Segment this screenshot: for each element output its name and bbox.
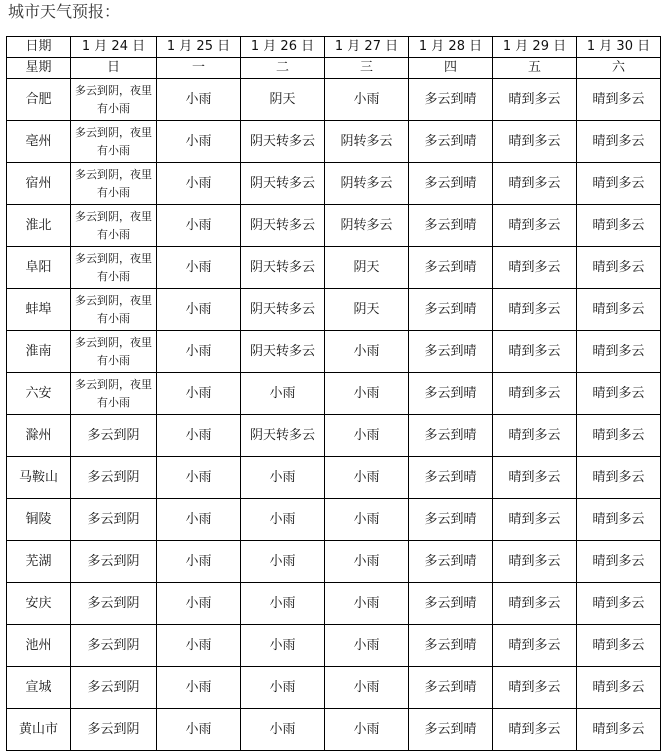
forecast-cell: 小雨 <box>157 583 241 625</box>
forecast-cell: 多云到晴 <box>409 415 493 457</box>
forecast-cell: 阴天转多云 <box>241 163 325 205</box>
forecast-cell: 多云到晴 <box>409 163 493 205</box>
weekday-cell: 日 <box>71 58 157 79</box>
city-name: 马鞍山 <box>7 457 71 499</box>
forecast-cell: 阴转多云 <box>325 121 409 163</box>
weekday-cell: 一 <box>157 58 241 79</box>
date-cell: 1 月 26 日 <box>241 37 325 58</box>
city-name: 黄山市 <box>7 709 71 751</box>
forecast-cell: 小雨 <box>157 331 241 373</box>
forecast-cell: 阴天转多云 <box>241 331 325 373</box>
date-cell: 1 月 30 日 <box>577 37 661 58</box>
city-row <box>7 205 661 247</box>
forecast-cell: 小雨 <box>325 625 409 667</box>
forecast-cell: 阴天转多云 <box>241 289 325 331</box>
forecast-cell: 小雨 <box>325 415 409 457</box>
forecast-cell: 多云到阴 <box>71 709 157 751</box>
forecast-cell: 晴到多云 <box>493 583 577 625</box>
forecast-cell: 多云到阴 <box>71 583 157 625</box>
city-name: 池州 <box>7 625 71 667</box>
forecast-cell: 小雨 <box>241 667 325 709</box>
city-row <box>7 625 661 667</box>
forecast-cell: 小雨 <box>325 331 409 373</box>
date-cell: 1 月 27 日 <box>325 37 409 58</box>
city-name: 淮南 <box>7 331 71 373</box>
forecast-cell: 小雨 <box>157 205 241 247</box>
forecast-cell: 晴到多云 <box>577 457 661 499</box>
forecast-cell: 多云到阴，夜里有小雨 <box>71 79 157 121</box>
forecast-cell: 多云到晴 <box>409 247 493 289</box>
city-row <box>7 163 661 205</box>
forecast-cell: 小雨 <box>241 499 325 541</box>
forecast-cell: 阴天 <box>325 289 409 331</box>
forecast-cell: 小雨 <box>157 415 241 457</box>
weekday-cell: 二 <box>241 58 325 79</box>
forecast-cell: 多云到阴 <box>71 457 157 499</box>
weekday-cell: 四 <box>409 58 493 79</box>
forecast-cell: 小雨 <box>157 247 241 289</box>
weekday-cell: 六 <box>577 58 661 79</box>
forecast-cell: 小雨 <box>241 457 325 499</box>
city-name: 亳州 <box>7 121 71 163</box>
forecast-cell: 多云到阴 <box>71 499 157 541</box>
forecast-cell: 晴到多云 <box>493 625 577 667</box>
forecast-cell: 晴到多云 <box>493 121 577 163</box>
city-row <box>7 121 661 163</box>
city-row <box>7 583 661 625</box>
forecast-cell: 晴到多云 <box>577 415 661 457</box>
forecast-cell: 多云到晴 <box>409 373 493 415</box>
forecast-cell: 小雨 <box>325 541 409 583</box>
forecast-cell: 晴到多云 <box>493 205 577 247</box>
forecast-cell: 晴到多云 <box>577 79 661 121</box>
forecast-cell: 小雨 <box>325 79 409 121</box>
weekday-header-row <box>7 58 661 79</box>
city-row <box>7 457 661 499</box>
forecast-cell: 多云到阴 <box>71 667 157 709</box>
forecast-cell: 晴到多云 <box>577 499 661 541</box>
forecast-cell: 小雨 <box>241 541 325 583</box>
forecast-cell: 多云到阴，夜里有小雨 <box>71 163 157 205</box>
city-row <box>7 541 661 583</box>
forecast-cell: 多云到晴 <box>409 709 493 751</box>
forecast-cell: 多云到晴 <box>409 541 493 583</box>
forecast-cell: 阴天转多云 <box>241 205 325 247</box>
city-name: 滁州 <box>7 415 71 457</box>
weekday-cell: 五 <box>493 58 577 79</box>
forecast-cell: 小雨 <box>241 625 325 667</box>
forecast-cell: 多云到晴 <box>409 667 493 709</box>
forecast-cell: 晴到多云 <box>493 415 577 457</box>
forecast-cell: 小雨 <box>157 541 241 583</box>
forecast-cell: 小雨 <box>241 709 325 751</box>
forecast-cell: 多云到晴 <box>409 499 493 541</box>
forecast-cell: 多云到晴 <box>409 625 493 667</box>
forecast-cell: 晴到多云 <box>493 247 577 289</box>
forecast-cell: 小雨 <box>325 583 409 625</box>
forecast-cell: 晴到多云 <box>493 709 577 751</box>
city-row <box>7 667 661 709</box>
forecast-cell: 小雨 <box>157 163 241 205</box>
forecast-cell: 阴转多云 <box>325 205 409 247</box>
city-row <box>7 331 661 373</box>
forecast-cell: 晴到多云 <box>493 541 577 583</box>
date-cell: 1 月 29 日 <box>493 37 577 58</box>
forecast-cell: 多云到晴 <box>409 289 493 331</box>
forecast-cell: 多云到阴 <box>71 625 157 667</box>
forecast-cell: 小雨 <box>157 667 241 709</box>
forecast-cell: 多云到阴 <box>71 541 157 583</box>
page-title: 城市天气预报： <box>8 2 121 21</box>
forecast-cell: 多云到阴 <box>71 415 157 457</box>
city-name: 蚌埠 <box>7 289 71 331</box>
forecast-cell: 晴到多云 <box>577 667 661 709</box>
forecast-cell: 小雨 <box>157 625 241 667</box>
forecast-cell: 小雨 <box>325 457 409 499</box>
forecast-cell: 阴天 <box>241 79 325 121</box>
city-name: 铜陵 <box>7 499 71 541</box>
forecast-cell: 晴到多云 <box>577 625 661 667</box>
date-label: 日期 <box>7 37 71 58</box>
forecast-cell: 阴转多云 <box>325 163 409 205</box>
forecast-cell: 小雨 <box>157 457 241 499</box>
forecast-cell: 小雨 <box>325 499 409 541</box>
forecast-cell: 阴天转多云 <box>241 247 325 289</box>
forecast-cell: 阴天转多云 <box>241 121 325 163</box>
forecast-cell: 小雨 <box>241 373 325 415</box>
forecast-cell: 阴天转多云 <box>241 415 325 457</box>
forecast-cell: 多云到阴，夜里有小雨 <box>71 373 157 415</box>
forecast-cell: 小雨 <box>157 373 241 415</box>
city-row <box>7 373 661 415</box>
forecast-cell: 多云到阴，夜里有小雨 <box>71 121 157 163</box>
forecast-cell: 晴到多云 <box>577 289 661 331</box>
forecast-cell: 晴到多云 <box>577 583 661 625</box>
forecast-cell: 晴到多云 <box>493 667 577 709</box>
forecast-cell: 多云到晴 <box>409 583 493 625</box>
forecast-cell: 多云到晴 <box>409 121 493 163</box>
forecast-table-body <box>7 37 661 751</box>
forecast-cell: 晴到多云 <box>493 331 577 373</box>
city-row <box>7 415 661 457</box>
forecast-cell: 多云到阴，夜里有小雨 <box>71 331 157 373</box>
forecast-cell: 小雨 <box>157 289 241 331</box>
city-name: 芜湖 <box>7 541 71 583</box>
forecast-cell: 晴到多云 <box>493 289 577 331</box>
city-name: 宣城 <box>7 667 71 709</box>
city-name: 淮北 <box>7 205 71 247</box>
forecast-cell: 阴天 <box>325 247 409 289</box>
city-row <box>7 247 661 289</box>
city-name: 安庆 <box>7 583 71 625</box>
city-name: 宿州 <box>7 163 71 205</box>
city-row <box>7 289 661 331</box>
forecast-cell: 多云到晴 <box>409 331 493 373</box>
date-header-row <box>7 37 661 58</box>
weekday-cell: 三 <box>325 58 409 79</box>
forecast-cell: 小雨 <box>157 709 241 751</box>
forecast-cell: 小雨 <box>241 583 325 625</box>
city-row <box>7 79 661 121</box>
city-row <box>7 709 661 751</box>
forecast-cell: 晴到多云 <box>493 373 577 415</box>
forecast-cell: 晴到多云 <box>577 709 661 751</box>
city-name: 阜阳 <box>7 247 71 289</box>
forecast-cell: 小雨 <box>157 121 241 163</box>
forecast-cell: 小雨 <box>325 667 409 709</box>
date-cell: 1 月 28 日 <box>409 37 493 58</box>
forecast-cell: 晴到多云 <box>577 163 661 205</box>
forecast-cell: 晴到多云 <box>577 247 661 289</box>
forecast-cell: 晴到多云 <box>577 121 661 163</box>
forecast-cell: 多云到晴 <box>409 79 493 121</box>
date-cell: 1 月 24 日 <box>71 37 157 58</box>
forecast-cell: 多云到晴 <box>409 205 493 247</box>
forecast-cell: 晴到多云 <box>493 499 577 541</box>
date-cell: 1 月 25 日 <box>157 37 241 58</box>
forecast-cell: 晴到多云 <box>577 331 661 373</box>
forecast-cell: 小雨 <box>325 373 409 415</box>
forecast-cell: 晴到多云 <box>577 541 661 583</box>
city-row <box>7 499 661 541</box>
forecast-cell: 晴到多云 <box>493 163 577 205</box>
weekday-label: 星期 <box>7 58 71 79</box>
forecast-cell: 晴到多云 <box>493 79 577 121</box>
forecast-table <box>6 36 661 751</box>
forecast-cell: 多云到晴 <box>409 457 493 499</box>
forecast-cell: 多云到阴，夜里有小雨 <box>71 205 157 247</box>
forecast-cell: 多云到阴，夜里有小雨 <box>71 289 157 331</box>
forecast-cell: 小雨 <box>157 499 241 541</box>
forecast-cell: 多云到阴，夜里有小雨 <box>71 247 157 289</box>
forecast-cell: 小雨 <box>157 79 241 121</box>
city-name: 合肥 <box>7 79 71 121</box>
forecast-cell: 小雨 <box>325 709 409 751</box>
city-name: 六安 <box>7 373 71 415</box>
forecast-cell: 晴到多云 <box>577 373 661 415</box>
forecast-cell: 晴到多云 <box>493 457 577 499</box>
forecast-cell: 晴到多云 <box>577 205 661 247</box>
